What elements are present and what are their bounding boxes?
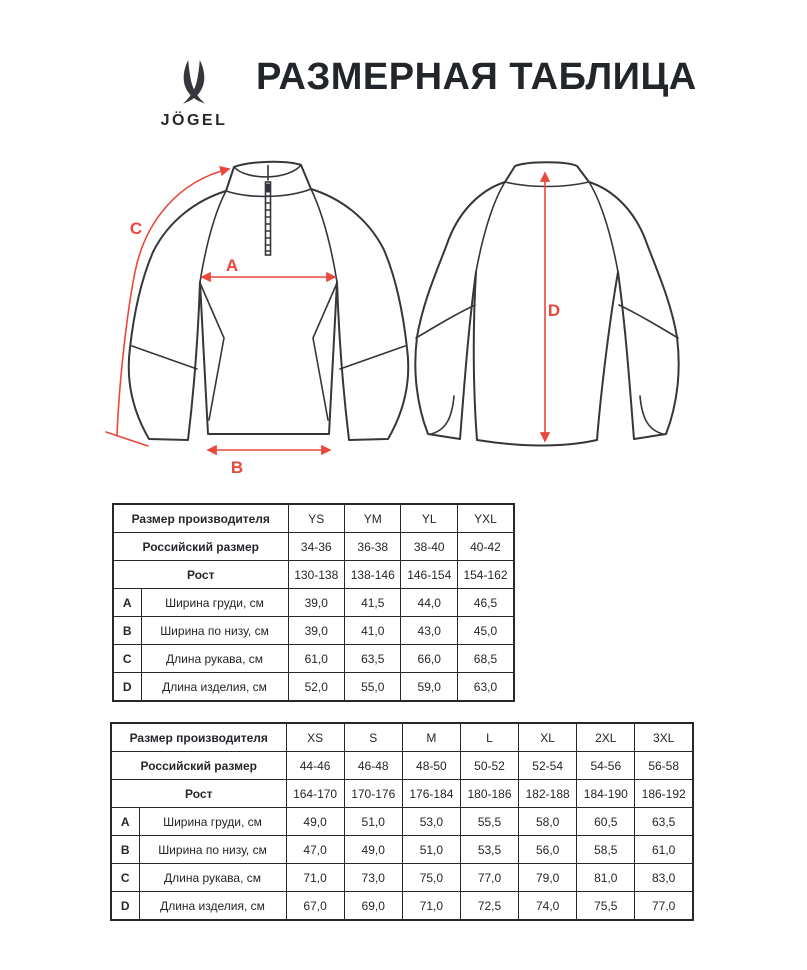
table-measure-row	[111, 864, 693, 892]
measure-bottom-arrow	[208, 450, 330, 477]
size-value: 180-186	[460, 780, 518, 808]
measure-value: 53,0	[402, 808, 460, 836]
size-value: 52-54	[519, 752, 577, 780]
garment-back-diagram	[410, 150, 720, 470]
table-meta-row	[113, 561, 514, 589]
measure-value: 52,0	[288, 673, 344, 702]
table-measure-row	[111, 892, 693, 921]
measure-value: 51,0	[344, 808, 402, 836]
back-right-sleeve	[589, 182, 679, 439]
measure-value: 49,0	[286, 808, 344, 836]
table-measure-row	[113, 645, 514, 673]
row-label: Размер производителя	[113, 504, 288, 533]
measure-value: 46,5	[457, 589, 514, 617]
measure-name: Ширина груди, см	[141, 589, 288, 617]
measure-label-length: D	[547, 301, 561, 320]
back-collar	[505, 162, 589, 186]
size-value: 146-154	[401, 561, 457, 589]
measure-name: Длина изделия, см	[141, 673, 288, 702]
size-value: 154-162	[457, 561, 514, 589]
measure-value: 58,0	[519, 808, 577, 836]
measure-value: 66,0	[401, 645, 457, 673]
size-value: XS	[286, 723, 344, 752]
measure-name: Длина рукава, см	[139, 864, 286, 892]
measure-value: 67,0	[286, 892, 344, 921]
measure-value: 49,0	[344, 836, 402, 864]
table-meta-row	[113, 504, 514, 533]
size-value: 130-138	[288, 561, 344, 589]
table-meta-row	[111, 723, 693, 752]
size-value: 50-52	[460, 752, 518, 780]
table-meta-row	[111, 752, 693, 780]
measure-value: 63,5	[635, 808, 693, 836]
measure-letter: B	[113, 617, 141, 645]
table-measure-row	[113, 589, 514, 617]
measure-value: 69,0	[344, 892, 402, 921]
size-table-youth	[112, 503, 515, 702]
size-value: 56-58	[635, 752, 693, 780]
measure-letter: A	[113, 589, 141, 617]
size-value: YXL	[457, 504, 514, 533]
size-value: 2XL	[577, 723, 635, 752]
measure-value: 63,5	[345, 645, 401, 673]
measure-value: 43,0	[401, 617, 457, 645]
measure-value: 61,0	[288, 645, 344, 673]
size-value: 40-42	[457, 533, 514, 561]
size-value: XL	[519, 723, 577, 752]
size-value: L	[460, 723, 518, 752]
back-body	[474, 272, 618, 446]
measure-name: Ширина груди, см	[139, 808, 286, 836]
measure-value: 74,0	[519, 892, 577, 921]
measure-letter: B	[111, 836, 139, 864]
measure-value: 77,0	[460, 864, 518, 892]
measure-value: 45,0	[457, 617, 514, 645]
measure-value: 63,0	[457, 673, 514, 702]
table-measure-row	[111, 836, 693, 864]
row-label: Российский размер	[111, 752, 286, 780]
page-title: РАЗМЕРНАЯ ТАБЛИЦА	[256, 56, 697, 98]
size-value: YL	[401, 504, 457, 533]
row-label: Рост	[111, 780, 286, 808]
measure-name: Ширина по низу, см	[139, 836, 286, 864]
measure-value: 59,0	[401, 673, 457, 702]
size-value: 54-56	[577, 752, 635, 780]
measure-value: 83,0	[635, 864, 693, 892]
measure-value: 68,5	[457, 645, 514, 673]
size-value: 170-176	[344, 780, 402, 808]
measure-value: 39,0	[288, 617, 344, 645]
measure-letter: D	[111, 892, 139, 921]
size-value: 3XL	[635, 723, 693, 752]
back-left-sleeve	[415, 182, 505, 439]
size-value: 164-170	[286, 780, 344, 808]
table-meta-row	[111, 780, 693, 808]
size-value: 138-146	[345, 561, 401, 589]
size-value: 186-192	[635, 780, 693, 808]
table-meta-row	[113, 533, 514, 561]
size-value: 184-190	[577, 780, 635, 808]
measure-chest-arrow	[202, 256, 335, 277]
measure-value: 72,5	[460, 892, 518, 921]
measure-value: 58,5	[577, 836, 635, 864]
measure-name: Длина изделия, см	[139, 892, 286, 921]
measure-label-bottom: B	[230, 458, 244, 477]
size-value: 34-36	[288, 533, 344, 561]
measure-value: 55,0	[345, 673, 401, 702]
size-value: S	[344, 723, 402, 752]
size-value: 182-188	[519, 780, 577, 808]
row-label: Размер производителя	[111, 723, 286, 752]
measure-value: 56,0	[519, 836, 577, 864]
measure-value: 44,0	[401, 589, 457, 617]
measure-name: Длина рукава, см	[141, 645, 288, 673]
table-measure-row	[113, 673, 514, 702]
size-value: 46-48	[344, 752, 402, 780]
measure-label-chest: A	[225, 256, 239, 275]
measure-letter: D	[113, 673, 141, 702]
garment-front-diagram	[100, 150, 410, 490]
size-value: 38-40	[401, 533, 457, 561]
measure-label-sleeve: C	[129, 219, 143, 238]
measure-value: 51,0	[402, 836, 460, 864]
measure-value: 55,5	[460, 808, 518, 836]
measure-value: 71,0	[402, 892, 460, 921]
measure-value: 41,0	[345, 617, 401, 645]
measure-value: 41,5	[345, 589, 401, 617]
measure-value: 53,5	[460, 836, 518, 864]
brand-emblem-icon	[170, 56, 218, 110]
table-measure-row	[113, 617, 514, 645]
measure-length-arrow	[545, 173, 560, 441]
measure-letter: A	[111, 808, 139, 836]
table-measure-row	[111, 808, 693, 836]
measure-value: 71,0	[286, 864, 344, 892]
size-value: 36-38	[345, 533, 401, 561]
brand-name: JÖGEL	[160, 112, 228, 129]
measure-letter: C	[111, 864, 139, 892]
size-value: 176-184	[402, 780, 460, 808]
front-zipper	[266, 182, 271, 255]
size-value: M	[402, 723, 460, 752]
measure-letter: C	[113, 645, 141, 673]
measure-value: 61,0	[635, 836, 693, 864]
measure-name: Ширина по низу, см	[141, 617, 288, 645]
measure-value: 39,0	[288, 589, 344, 617]
measure-value: 60,5	[577, 808, 635, 836]
measure-value: 77,0	[635, 892, 693, 921]
row-label: Рост	[113, 561, 288, 589]
measure-value: 73,0	[344, 864, 402, 892]
size-value: YS	[288, 504, 344, 533]
row-label: Российский размер	[113, 533, 288, 561]
measure-value: 81,0	[577, 864, 635, 892]
size-value: 44-46	[286, 752, 344, 780]
measure-value: 75,5	[577, 892, 635, 921]
measure-value: 47,0	[286, 836, 344, 864]
measure-value: 75,0	[402, 864, 460, 892]
size-value: 48-50	[402, 752, 460, 780]
size-value: YM	[345, 504, 401, 533]
size-table-adult	[110, 722, 694, 921]
measure-value: 79,0	[519, 864, 577, 892]
